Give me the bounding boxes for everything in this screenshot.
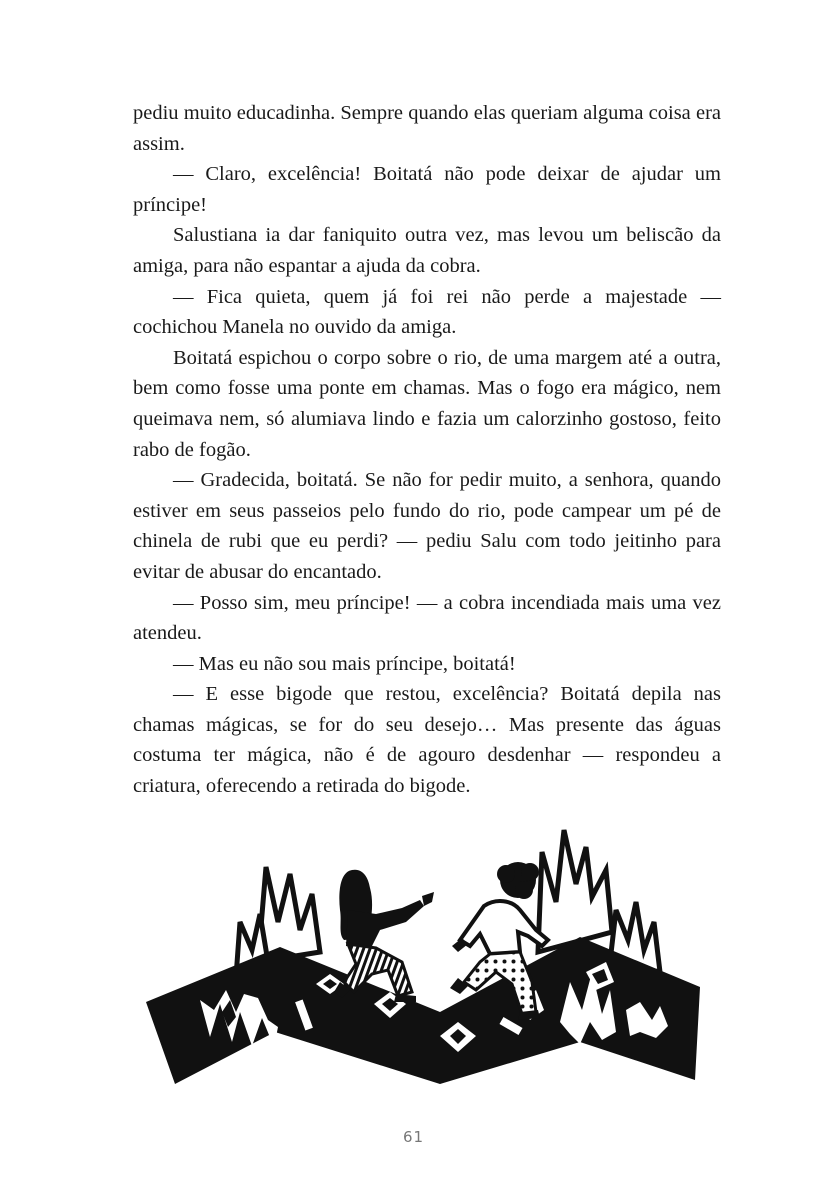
paragraph: — Claro, excelência! Boitatá não pode deixar de ajudar um príncipe!	[133, 163, 721, 216]
boitata-bridge-illustration	[140, 822, 700, 1102]
paragraph: — Gradecida, boitatá. Se não for pedir muito, a senhora, quando estiver em seus passeios pelo fundo do rio, pode campear um pé de chinela de rubi que eu perdi? — pediu Salu com todo jeitinho para evitar de abusar do encantado.	[133, 469, 721, 583]
page-number: 61	[402, 1128, 425, 1146]
girl-figure-left	[334, 870, 434, 1002]
body-text	[133, 98, 721, 802]
paragraph: Salustiana ia dar faniquito outra vez, mas levou um beliscão da amiga, para não espantar a ajuda da cobra.	[133, 224, 721, 277]
paragraph: — E esse bigode que restou, excelência? Boitatá depila nas chamas mágicas, se for do seu desejo… Mas presente das águas costuma ter mágica, não é de agouro desdenhar — respondeu a criatura, oferecendo a retirada do bigode.	[133, 683, 721, 798]
paragraph: — Posso sim, meu príncipe! — a cobra incendiada mais uma vez atendeu.	[133, 591, 721, 645]
paragraph: — Mas eu não sou mais príncipe, boitatá!	[173, 652, 516, 675]
paragraph: pediu muito educadinha. Sempre quando elas queriam alguma coisa era assim.	[133, 102, 721, 155]
paragraph: — Fica quieta, quem já foi rei não perde a majestade — cochichou Manela no ouvido da amiga.	[133, 285, 721, 339]
serpent-body	[146, 937, 700, 1084]
paragraph: Boitatá espichou o corpo sobre o rio, de uma margem até a outra, bem como fosse uma ponte em chamas. Mas o fogo era mágico, nem queimava nem, só alumiava lindo e fazia um calorzinho gostoso, feito rabo de fogão.	[133, 346, 721, 461]
